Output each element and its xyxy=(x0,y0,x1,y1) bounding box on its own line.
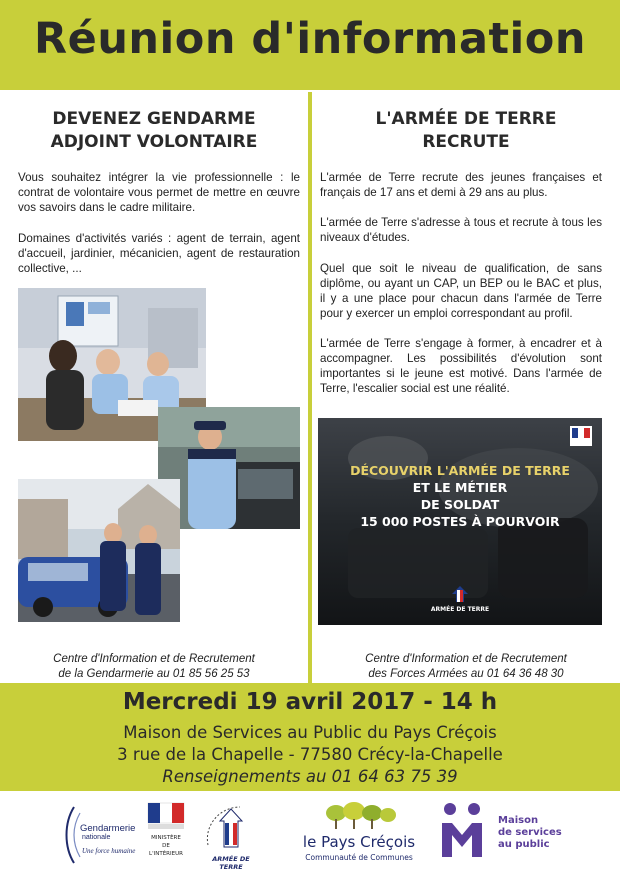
armee-paragraph-1: L'armée de Terre recrute des jeunes françaises et français de 17 ans et demi à 29 ans au plus. xyxy=(320,171,602,199)
msap-line2: de services xyxy=(498,827,562,838)
gendarmerie-heading-line2: ADJOINT VOLONTAIRE xyxy=(50,132,258,152)
armee-contact xyxy=(312,652,620,682)
partner-logos xyxy=(0,791,620,876)
event-info-phone: Renseignements au 01 64 63 75 39 xyxy=(162,767,458,786)
armee-paragraph-4: L'armée de Terre s'engage à former, à encadrer et à accompagner. Les possibilités d'évolution sont importantes si le jeune est motivé. Dans l'armée de Terre, l'escalier social est une réalité. xyxy=(320,337,602,395)
poster-logo-text: ARMÉE DE TERRE xyxy=(430,606,490,613)
msap-line1: Maison xyxy=(498,815,539,826)
pays-crecois-subtitle: Communauté de Communes xyxy=(305,853,413,862)
gendarmerie-paragraph-1: Vous souhaitez intégrer la vie professionnelle : le contrat de volontaire vous permet de mettre en œuvre vos savoirs dans le cadre militaire. xyxy=(18,171,300,214)
armee-de-terre-logo xyxy=(200,801,262,871)
event-venue: Maison de Services au Public du Pays Créçois xyxy=(123,723,497,742)
armee-heading-line2: RECRUTE xyxy=(422,132,510,152)
gendarmerie-heading-line1: DEVENEZ GENDARME xyxy=(52,109,256,129)
gendarmes-street-photo xyxy=(18,479,180,622)
gendarmerie-paragraph-2: Domaines d'activités variés : agent de terrain, agent d'accueil, jardinier, mécanicien, agent de restauration collective, ... xyxy=(18,232,300,275)
gendarmerie-section xyxy=(0,90,308,680)
gendarmerie-heading xyxy=(0,108,308,154)
poster-line4: 15 000 POSTES À POURVOIR xyxy=(360,514,560,529)
ministere-line1: MINISTÈRE xyxy=(151,835,181,841)
armee-paragraph-3: Quel que soit le niveau de qualification, de sans diplôme, ou ayant un CAP, un BEP ou le BAC et plus, il y a une place pour chacun dans l'armée de Terre pour y exercer un emploi correspondant au profil. xyxy=(320,262,602,320)
gendarmerie-logo-name: Gendarmerie xyxy=(80,823,136,834)
msap-text xyxy=(498,815,562,851)
armee-logo-text: ARMÉE DE TERRE xyxy=(212,855,250,871)
ministere-line3: L'INTÉRIEUR xyxy=(149,851,183,857)
armee-heading xyxy=(312,108,620,154)
gendarmerie-logo-sub: nationale xyxy=(82,834,111,841)
gendarmerie-logo xyxy=(60,803,140,867)
armee-recruitment-poster xyxy=(318,418,602,625)
ministere-interieur-logo xyxy=(146,801,186,867)
poster-line2: ET LE MÉTIER xyxy=(412,480,508,495)
ministere-line2: DE xyxy=(162,843,170,849)
armee-heading-line1: L'ARMÉE DE TERRE xyxy=(375,109,557,129)
event-address: 3 rue de la Chapelle - 77580 Crécy-la-Chapelle xyxy=(117,745,503,764)
poster-line1: DÉCOUVRIR L'ARMÉE DE TERRE xyxy=(350,463,570,478)
gendarmerie-logo-motto: Une force humaine xyxy=(82,847,136,855)
gendarmerie-contact-line1: Centre d'Information et de Recrutement xyxy=(53,653,255,665)
msap-logo xyxy=(438,801,588,867)
pays-crecois-title: le Pays Créçois xyxy=(302,833,416,851)
pays-crecois-logo xyxy=(296,799,422,869)
gendarmerie-contact-line2: de la Gendarmerie au 01 85 56 25 53 xyxy=(58,668,250,680)
gendarmerie-contact xyxy=(0,652,308,682)
header-banner xyxy=(0,0,620,90)
poster-line3: DE SOLDAT xyxy=(420,497,500,512)
armee-section xyxy=(312,90,620,680)
poster-headline xyxy=(318,462,602,530)
armee-paragraph-2: L'armée de Terre s'adresse à tous et recrute à tous les niveaux d'études. xyxy=(320,216,602,244)
armee-contact-line2: des Forces Armées au 01 64 36 48 30 xyxy=(368,668,564,680)
msap-line3: au public xyxy=(498,839,550,850)
event-banner xyxy=(0,683,620,791)
armee-contact-line1: Centre d'Information et de Recrutement xyxy=(365,653,567,665)
event-date: Mercredi 19 avril 2017 - 14 h xyxy=(122,689,498,715)
page-title: Réunion d'information xyxy=(34,14,586,64)
